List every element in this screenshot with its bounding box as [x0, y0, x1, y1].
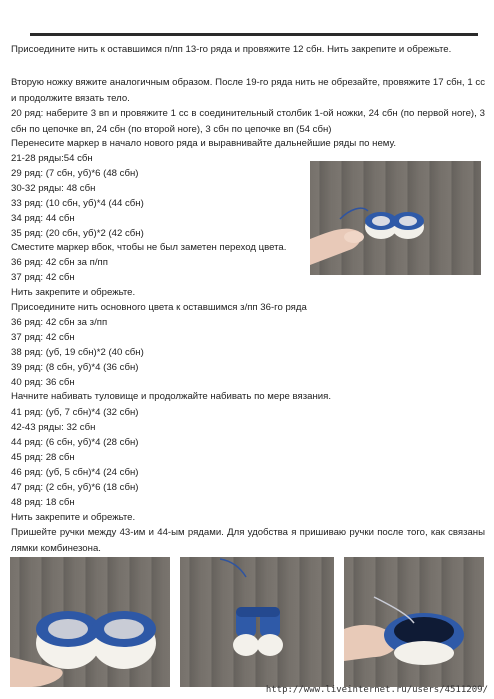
row-line: Начните набивать туловище и продолжайте набивать по мере вязания. [11, 391, 331, 402]
row-line: 36 ряд: 42 сбн за з/пп [11, 317, 108, 328]
row-line: 44 ряд: (6 сбн, уб)*4 (28 сбн) [11, 437, 139, 448]
row-line: 39 ряд: (8 сбн, уб)*4 (36 сбн) [11, 362, 139, 373]
row-line: 48 ряд: 18 сбн [11, 497, 75, 508]
paragraph-1: Присоедините нить к оставшимся п/пп 13-го ряда и провяжите 12 сбн. Нить закрепите и обрежьте. [11, 44, 452, 55]
row-line: 38 ряд: (уб, 19 сбн)*2 (40 сбн) [11, 347, 144, 358]
paragraph-4: Перенесите маркер в начало нового ряда и выравнивайте дальнейшие ряды по нему. [11, 138, 396, 149]
row-line: 21-28 ряды:54 сбн [11, 153, 93, 164]
photo-body-inside [344, 557, 484, 687]
row-line: Нить закрепите и обрежьте. [11, 512, 136, 523]
photo-joined-legs-closeup [10, 557, 170, 687]
row-line: 45 ряд: 28 сбн [11, 452, 75, 463]
row-line: Присоедините нить основного цвета к оставшимся з/пп 36-го ряда [11, 302, 307, 313]
row-line: 41 ряд: (уб, 7 сбн)*4 (32 сбн) [11, 407, 139, 418]
paragraph-2: Вторую ножку вяжите аналогичным образом. После 19-го ряда нить не обрезайте, провяжите 17 сбн, 1 сс и продолжите вязать тело. [11, 77, 485, 104]
photo-legs-standing [180, 557, 334, 687]
row-line: 34 ряд: 44 сбн [11, 213, 75, 224]
final-paragraph: Пришейте ручки между 43-им и 44-ым рядами. Для удобства я пришиваю ручки после того, как связаны лямки комбинезона. [11, 527, 485, 554]
top-rule [30, 33, 478, 36]
photo-legs-in-hand [310, 161, 481, 275]
row-line: 40 ряд: 36 сбн [11, 377, 75, 388]
row-line: 36 ряд: 42 сбн за п/пп [11, 257, 108, 268]
source-url-footer: http://www.liveinternet.ru/users/4511209/ [265, 685, 488, 695]
row-line: 30-32 ряды: 48 сбн [11, 183, 96, 194]
row-line: 33 ряд: (10 сбн, уб)*4 (44 сбн) [11, 198, 144, 209]
row-line: 37 ряд: 42 сбн [11, 332, 75, 343]
row-line: Нить закрепите и обрежьте. [11, 287, 136, 298]
row-line: Сместите маркер вбок, чтобы не был заметен переход цвета. [11, 242, 287, 253]
row-line: 37 ряд: 42 сбн [11, 272, 75, 283]
row-line: 29 ряд: (7 сбн, уб)*6 (48 сбн) [11, 168, 139, 179]
row-line: 46 ряд: (уб, 5 сбн)*4 (24 сбн) [11, 467, 139, 478]
row-line: 47 ряд: (2 сбн, уб)*6 (18 сбн) [11, 482, 139, 493]
paragraph-3: 20 ряд: наберите 3 вп и провяжите 1 сс в соединительный столбик 1-ой ножки, 24 сбн (по первой ноге), 3 сбн по цепочке вп, 24 сбн (по второй ноге), 3 сбн по цепочке вп (54 сбн) [11, 108, 485, 135]
row-line: 42-43 ряды: 32 сбн [11, 422, 96, 433]
row-line: 35 ряд: (20 сбн, уб)*2 (42 сбн) [11, 228, 144, 239]
